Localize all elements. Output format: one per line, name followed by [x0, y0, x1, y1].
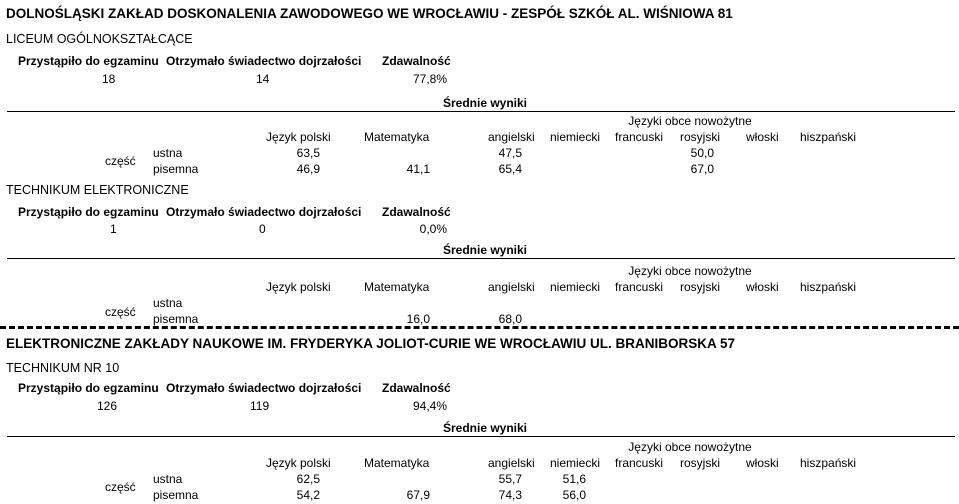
- header-przystapilo: Przystąpiło do egzaminu: [18, 205, 159, 219]
- divider: [7, 111, 955, 112]
- header-wloski: włoski: [746, 280, 779, 294]
- cell-ustna-rosyjski: 50,0: [690, 146, 714, 160]
- label-pisemna: pisemna: [153, 312, 199, 326]
- cell-ustna-polski: 63,5: [296, 146, 320, 160]
- value-przystapilo: 126: [97, 399, 118, 413]
- header-rosyjski: rosyjski: [680, 456, 721, 470]
- header-francuski: francuski: [615, 130, 664, 144]
- header-angielski: angielski: [488, 130, 535, 144]
- cell-pisemna-polski: 46,9: [296, 162, 320, 176]
- header-wloski: włoski: [746, 456, 779, 470]
- header-polski: Język polski: [266, 456, 331, 470]
- label-czesc: część: [105, 480, 136, 494]
- header-przystapilo: Przystąpiło do egzaminu: [18, 54, 159, 68]
- section-title: TECHNIKUM NR 10: [6, 361, 120, 375]
- cell-pisemna-angielski: 68,0: [498, 312, 522, 326]
- header-niemiecki: niemiecki: [550, 456, 601, 470]
- header-srednie-wyniki: Średnie wyniki: [442, 421, 528, 435]
- cell-ustna-niemiecki: 51,6: [562, 472, 586, 486]
- header-jezyki-obce: Języki obce nowożytne: [628, 440, 752, 454]
- divider: [7, 436, 955, 437]
- value-zdawalnosc: 77,8%: [412, 72, 447, 86]
- cell-pisemna-matematyka: 41,1: [406, 162, 430, 176]
- header-angielski: angielski: [488, 280, 535, 294]
- cell-pisemna-angielski: 74,3: [498, 488, 522, 502]
- cell-pisemna-angielski: 65,4: [498, 162, 522, 176]
- header-francuski: francuski: [615, 456, 664, 470]
- header-przystapilo: Przystąpiło do egzaminu: [18, 381, 159, 395]
- header-hiszpanski: hiszpański: [800, 456, 857, 470]
- section-title: TECHNIKUM ELEKTRONICZNE: [6, 183, 189, 197]
- header-francuski: francuski: [615, 280, 664, 294]
- header-hiszpanski: hiszpański: [800, 130, 857, 144]
- header-zdawalnosc: Zdawalność: [382, 54, 451, 68]
- header-polski: Język polski: [266, 130, 331, 144]
- header-niemiecki: niemiecki: [550, 130, 601, 144]
- value-otrzymalo: 14: [256, 72, 270, 86]
- value-otrzymalo: 119: [250, 399, 270, 413]
- header-srednie-wyniki: Średnie wyniki: [442, 243, 528, 257]
- label-ustna: ustna: [153, 472, 183, 486]
- cell-ustna-polski: 62,5: [296, 472, 320, 486]
- label-pisemna: pisemna: [153, 162, 199, 176]
- cell-ustna-angielski: 55,7: [498, 472, 522, 486]
- label-czesc: część: [105, 305, 136, 319]
- cell-ustna-angielski: 47,5: [498, 146, 522, 160]
- cell-pisemna-polski: 54,2: [296, 488, 320, 502]
- header-wloski: włoski: [746, 130, 779, 144]
- header-otrzymalo: Otrzymało świadectwo dojrzałości: [166, 205, 362, 219]
- value-zdawalnosc: 0,0%: [419, 222, 447, 236]
- header-zdawalnosc: Zdawalność: [382, 381, 451, 395]
- header-jezyki-obce: Języki obce nowożytne: [628, 264, 752, 278]
- school-separator: [0, 326, 959, 329]
- cell-pisemna-matematyka: 16,0: [406, 312, 430, 326]
- label-ustna: ustna: [153, 146, 183, 160]
- value-zdawalnosc: 94,4%: [412, 399, 447, 413]
- header-angielski: angielski: [488, 456, 535, 470]
- divider: [7, 258, 955, 259]
- school-title: DOLNOŚLĄSKI ZAKŁAD DOSKONALENIA ZAWODOWEGO WE WROCŁAWIU - ZESPÓŁ SZKÓŁ AL. WIŚNIOWA 81: [6, 6, 733, 21]
- header-polski: Język polski: [266, 280, 331, 294]
- label-pisemna: pisemna: [153, 488, 199, 502]
- school-title: ELEKTRONICZNE ZAKŁADY NAUKOWE IM. FRYDERYKA JOLIOT-CURIE WE WROCŁAWIU UL. BRANIBORSKA 57: [6, 336, 735, 351]
- label-czesc: część: [105, 154, 136, 168]
- value-otrzymalo: 0: [259, 222, 266, 236]
- value-przystapilo: 18: [102, 72, 116, 86]
- header-matematyka: Matematyka: [364, 280, 430, 294]
- header-otrzymalo: Otrzymało świadectwo dojrzałości: [166, 54, 362, 68]
- header-zdawalnosc: Zdawalność: [382, 205, 451, 219]
- section-title: LICEUM OGÓLNOKSZTAŁCĄCE: [6, 32, 193, 46]
- label-ustna: ustna: [153, 296, 183, 310]
- header-matematyka: Matematyka: [364, 456, 430, 470]
- cell-pisemna-niemiecki: 56,0: [562, 488, 586, 502]
- header-srednie-wyniki: Średnie wyniki: [442, 96, 528, 110]
- header-jezyki-obce: Języki obce nowożytne: [628, 114, 752, 128]
- header-hiszpanski: hiszpański: [800, 280, 857, 294]
- value-przystapilo: 1: [110, 222, 117, 236]
- header-rosyjski: rosyjski: [680, 280, 721, 294]
- cell-pisemna-rosyjski: 67,0: [690, 162, 714, 176]
- header-rosyjski: rosyjski: [680, 130, 721, 144]
- header-niemiecki: niemiecki: [550, 280, 601, 294]
- header-matematyka: Matematyka: [364, 130, 430, 144]
- cell-pisemna-matematyka: 67,9: [406, 488, 430, 502]
- header-otrzymalo: Otrzymało świadectwo dojrzałości: [166, 381, 362, 395]
